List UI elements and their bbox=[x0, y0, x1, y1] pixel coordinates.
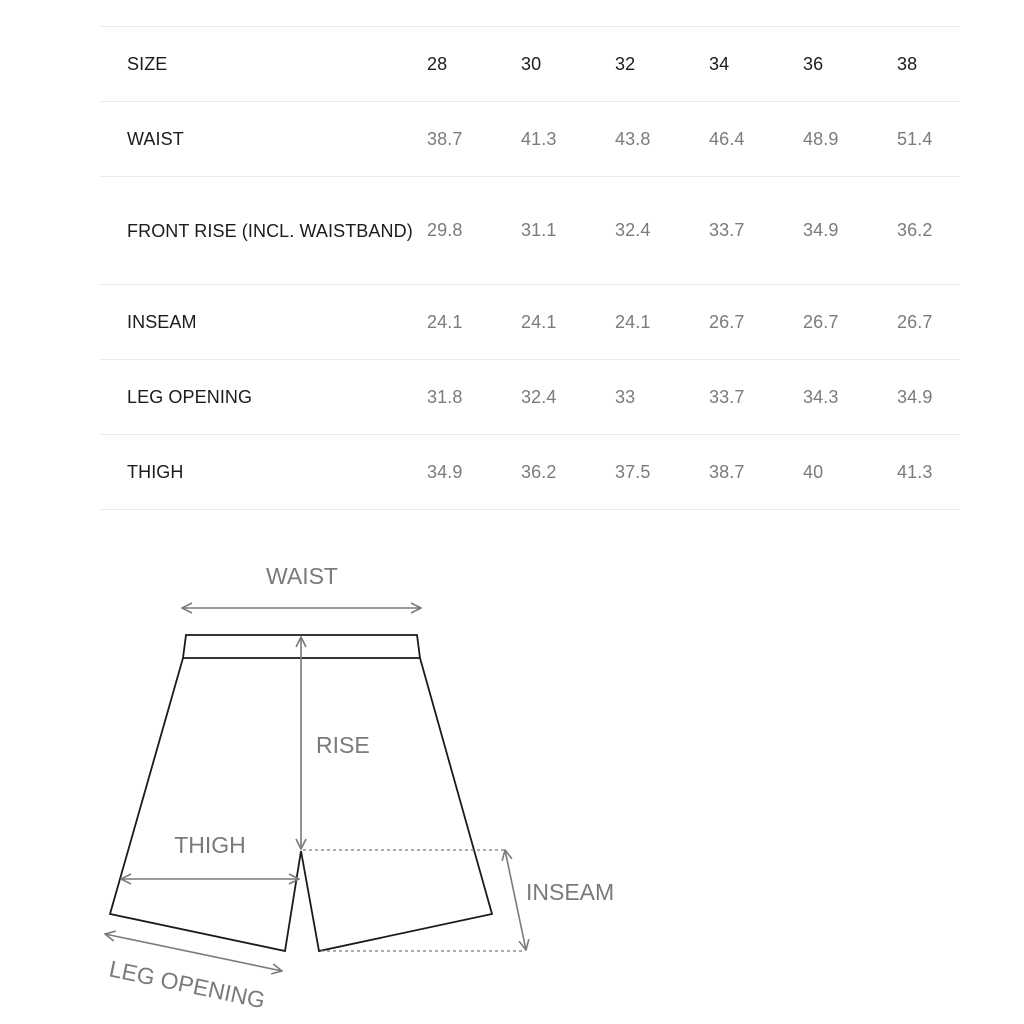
row-label: FRONT RISE (INCL. WAISTBAND) bbox=[99, 177, 427, 285]
size-32: 32 bbox=[615, 27, 709, 102]
size-38: 38 bbox=[897, 27, 960, 102]
size-header-label: SIZE bbox=[99, 27, 427, 102]
row-label: LEG OPENING bbox=[99, 360, 427, 435]
table-cell: 34.9 bbox=[427, 435, 521, 510]
table-cell: 34.9 bbox=[897, 360, 960, 435]
table-cell: 33.7 bbox=[709, 177, 803, 285]
inseam-label: INSEAM bbox=[526, 879, 615, 905]
table-cell: 46.4 bbox=[709, 102, 803, 177]
right-leg-outline bbox=[301, 658, 492, 951]
table-cell: 24.1 bbox=[615, 285, 709, 360]
table-cell: 29.8 bbox=[427, 177, 521, 285]
size-36: 36 bbox=[803, 27, 897, 102]
table-cell: 36.2 bbox=[897, 177, 960, 285]
table-cell: 33 bbox=[615, 360, 709, 435]
table-cell: 37.5 bbox=[615, 435, 709, 510]
table-cell: 33.7 bbox=[709, 360, 803, 435]
table-cell: 38.7 bbox=[709, 435, 803, 510]
table-cell: 26.7 bbox=[803, 285, 897, 360]
row-label: WAIST bbox=[99, 102, 427, 177]
size-34: 34 bbox=[709, 27, 803, 102]
table-cell: 26.7 bbox=[897, 285, 960, 360]
waist-label: WAIST bbox=[266, 563, 338, 589]
table-cell: 32.4 bbox=[615, 177, 709, 285]
thigh-label: THIGH bbox=[174, 832, 246, 858]
row-label: INSEAM bbox=[99, 285, 427, 360]
table-cell: 24.1 bbox=[427, 285, 521, 360]
table-cell: 31.1 bbox=[521, 177, 615, 285]
inseam-arrow bbox=[505, 850, 526, 950]
row-label: THIGH bbox=[99, 435, 427, 510]
table-cell: 38.7 bbox=[427, 102, 521, 177]
table-cell: 31.8 bbox=[427, 360, 521, 435]
table-cell: 34.9 bbox=[803, 177, 897, 285]
table-cell: 51.4 bbox=[897, 102, 960, 177]
leg-opening-label: LEG OPENING bbox=[106, 955, 268, 1014]
table-cell: 41.3 bbox=[897, 435, 960, 510]
table-cell: 40 bbox=[803, 435, 897, 510]
rise-label: RISE bbox=[316, 732, 370, 758]
table-cell: 36.2 bbox=[521, 435, 615, 510]
table-cell: 24.1 bbox=[521, 285, 615, 360]
size-28: 28 bbox=[427, 27, 521, 102]
table-cell: 32.4 bbox=[521, 360, 615, 435]
table-cell: 43.8 bbox=[615, 102, 709, 177]
inseam-guides bbox=[303, 850, 524, 951]
size-30: 30 bbox=[521, 27, 615, 102]
table-cell: 26.7 bbox=[709, 285, 803, 360]
table-cell: 34.3 bbox=[803, 360, 897, 435]
table-cell: 41.3 bbox=[521, 102, 615, 177]
table-cell: 48.9 bbox=[803, 102, 897, 177]
left-leg-outline bbox=[110, 658, 301, 951]
